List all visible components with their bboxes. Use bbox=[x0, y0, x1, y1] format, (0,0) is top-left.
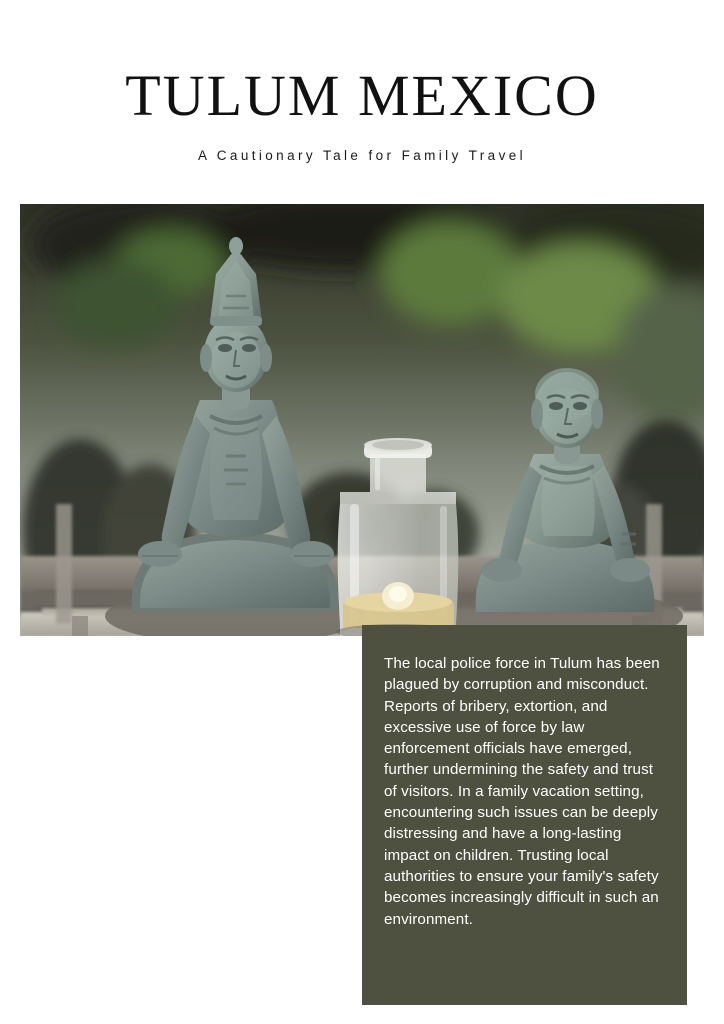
hero-photo bbox=[20, 204, 704, 636]
photo-illustration bbox=[20, 204, 704, 636]
body-text-panel bbox=[362, 625, 687, 1005]
page-title: TULUM MEXICO bbox=[125, 63, 599, 128]
page-subtitle: A Cautionary Tale for Family Travel bbox=[197, 148, 527, 163]
body-paragraph: The local police force in Tulum has been plagued by corruption and misconduct. Reports of bribery, extortion, and excessive use of force by law enforcement officials have emerged, further undermining the safety and trust of visitors. In a family vacation setting, encountering such issues can be deeply distressing and have a long-lasting impact on children. Trusting local authorities to ensure your family's safety becomes increasingly difficult in such an environment. bbox=[384, 655, 660, 928]
